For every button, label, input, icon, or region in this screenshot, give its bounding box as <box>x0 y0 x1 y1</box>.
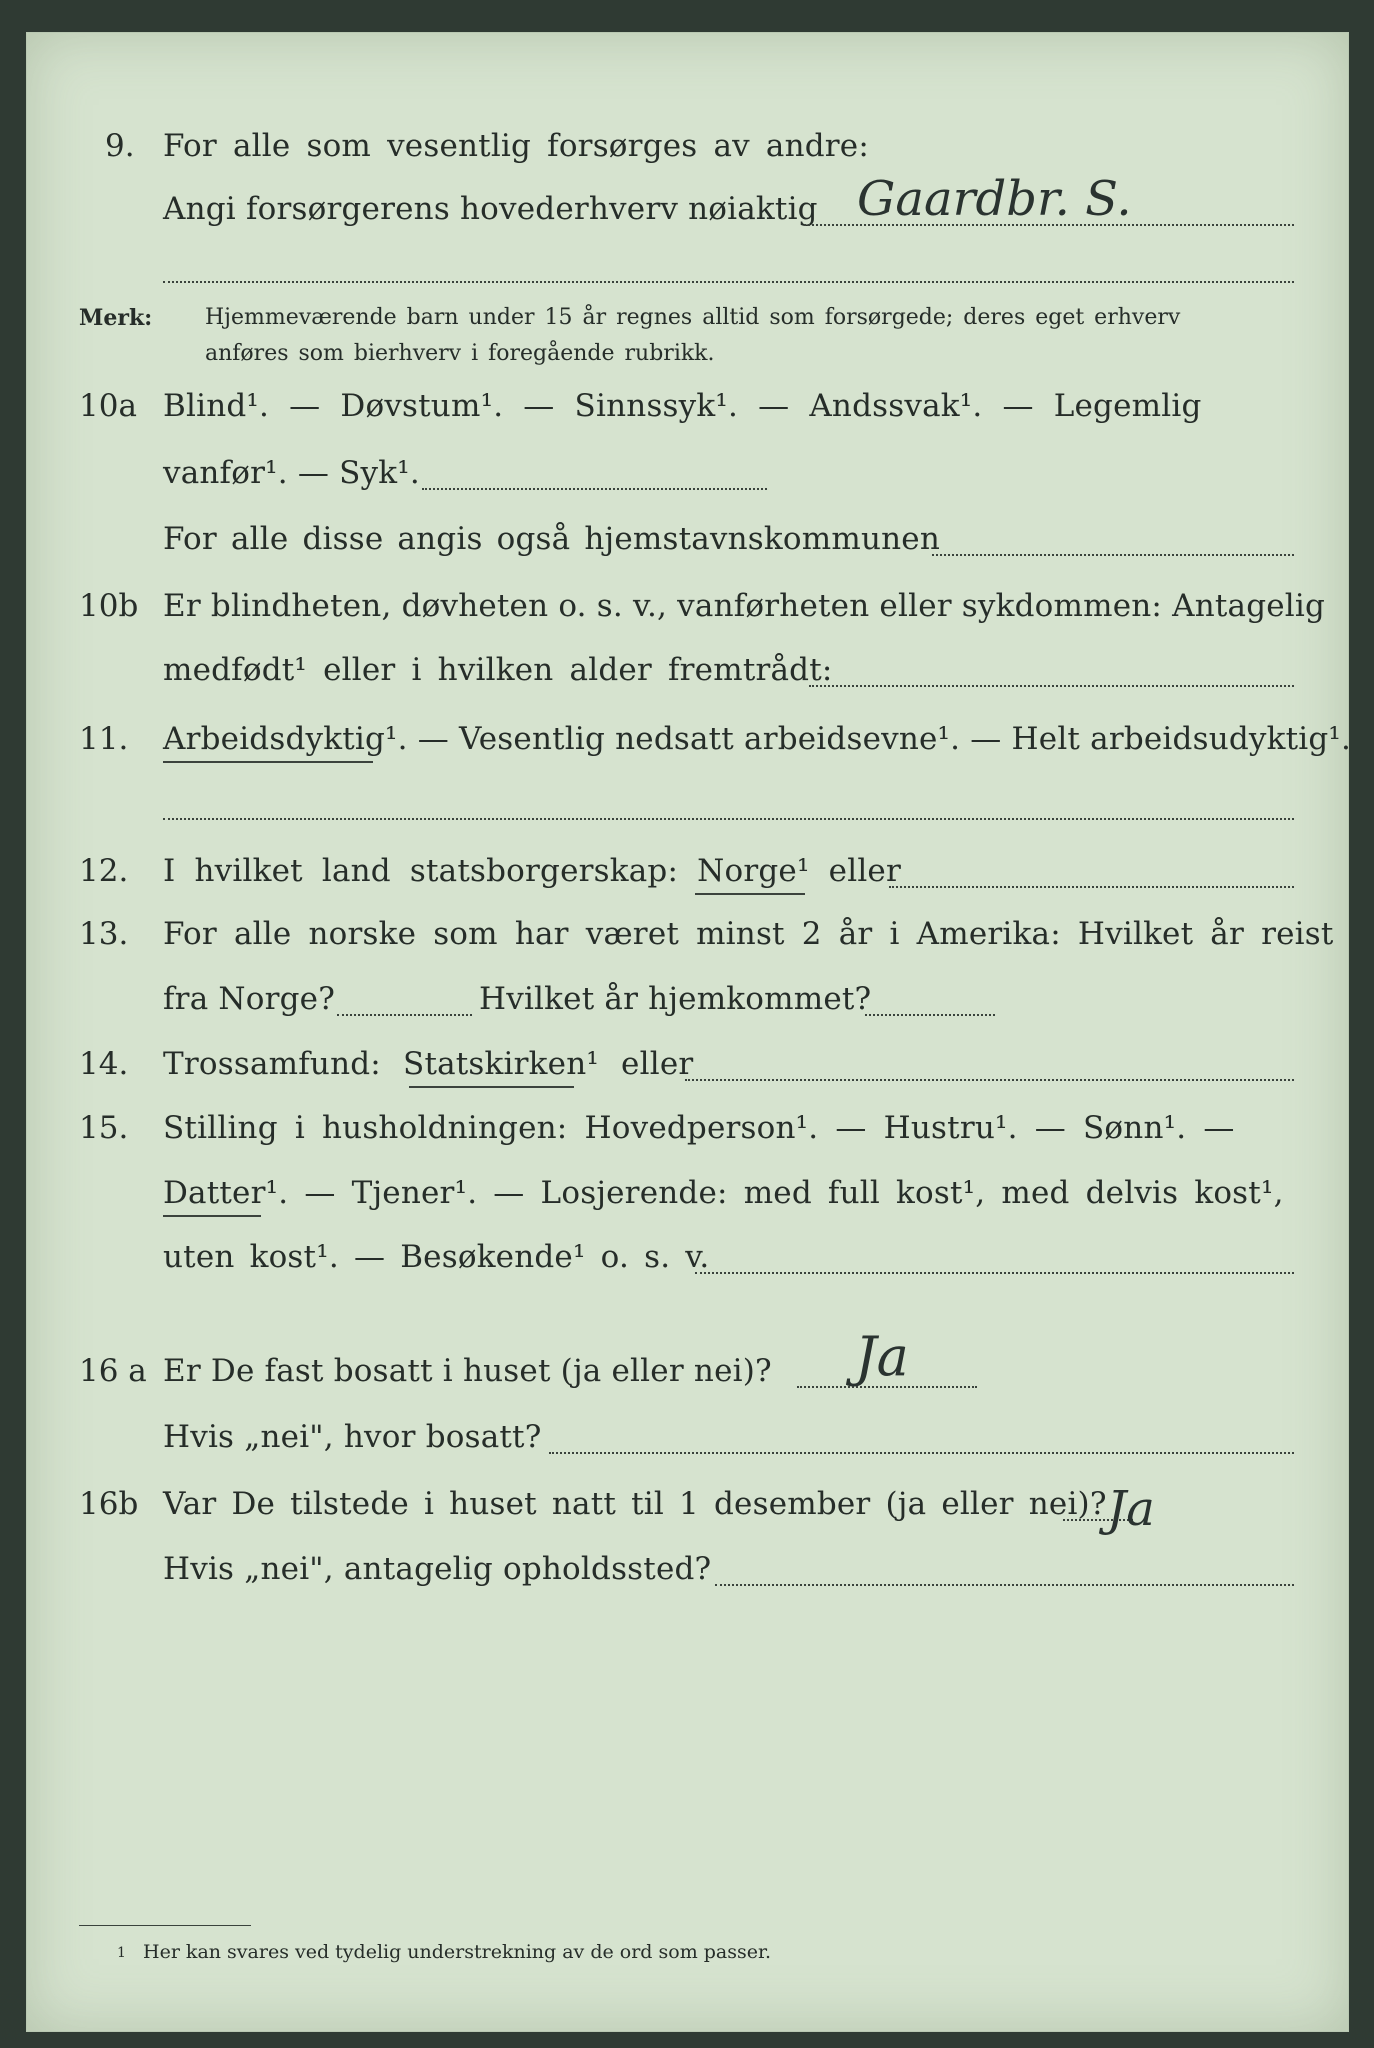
q11-line1: Arbeidsdyktig¹. — Vesentlig nedsatt arbeidsevne¹. — Helt arbeidsudyktig¹. <box>163 721 1352 757</box>
q10b-answer-line <box>809 685 1294 687</box>
q9-handwritten-answer: Gaardbr. S. <box>857 171 1132 227</box>
q16a-line1: Er De fast bosatt i huset (ja eller nei)? <box>163 1353 772 1389</box>
q10a-line3: For alle disse angis også hjemstavnskommunen <box>163 521 940 557</box>
q12-answer-line <box>889 886 1294 888</box>
merk-line1: Hjemmeværende barn under 15 år regnes alltid som forsørgede; deres eget erhverv <box>205 305 1181 330</box>
q10a-number: 10a <box>79 388 137 424</box>
q10b-line1: Er blindheten, døvheten o. s. v., vanførheten eller sykdommen: Antagelig <box>163 588 1326 624</box>
q15-line3: uten kost¹. — Besøkende¹ o. s. v. <box>163 1239 710 1275</box>
q10a-sick-line <box>422 488 767 490</box>
q16b-number: 16b <box>79 1486 139 1522</box>
footnote-text: Her kan svares ved tydelig understrekning av de ord som passer. <box>143 1941 772 1963</box>
q16b-handwritten-answer: Ja <box>1107 1481 1155 1537</box>
q13-line2a: fra Norge? <box>163 981 336 1017</box>
q15-line2: Datter¹. — Tjener¹. — Losjerende: med full kost¹, med delvis kost¹, <box>163 1175 1284 1211</box>
q13-line1: For alle norske som har været minst 2 år i Amerika: Hvilket år reist <box>163 916 1334 952</box>
q15-line1: Stilling i husholdningen: Hovedperson¹. — Hustru¹. — Sønn¹. — <box>163 1110 1235 1146</box>
q16b-line2: Hvis „nei", antagelig opholdssted? <box>163 1551 712 1587</box>
footnote-rule <box>79 1925 251 1926</box>
q10a-municipality-line <box>932 554 1294 556</box>
q14-line1: Trossamfund: Statskirken¹ eller <box>163 1046 694 1082</box>
q9-line1: For alle som vesentlig forsørges av andre: <box>163 128 869 164</box>
q12-line1: I hvilket land statsborgerskap: Norge¹ eller <box>163 853 901 889</box>
q16b-line1: Var De tilstede i huset natt til 1 desember (ja eller nei)? <box>163 1486 1107 1522</box>
q13-line2b: Hvilket år hjemkommet? <box>479 981 872 1017</box>
q14-underline-statskirken <box>409 1086 574 1088</box>
q14-answer-line <box>685 1079 1294 1081</box>
q16a-residence-line <box>549 1452 1294 1454</box>
q11-answer-line <box>163 818 1294 820</box>
q15-answer-line <box>695 1272 1294 1274</box>
q10b-line2: medfødt¹ eller i hvilken alder fremtrådt: <box>163 652 833 688</box>
q13-departure-line <box>337 1014 472 1016</box>
q16a-handwritten-answer: Ja <box>855 1325 909 1388</box>
q12-number: 12. <box>79 853 129 889</box>
q12-underline-norge <box>695 893 805 895</box>
q11-number: 11. <box>79 721 129 757</box>
merk-label: Merk: <box>79 305 153 331</box>
q15-underline-datter <box>163 1215 261 1217</box>
q10a-line1: Blind¹. — Døvstum¹. — Sinnssyk¹. — Andssvak¹. — Legemlig <box>163 388 1202 424</box>
q9-extra-line <box>163 281 1294 283</box>
q15-number: 15. <box>79 1110 129 1146</box>
footnote-mark: 1 <box>117 1945 126 1961</box>
q14-number: 14. <box>79 1046 129 1082</box>
q16a-line2: Hvis „nei", hvor bosatt? <box>163 1419 542 1455</box>
q16a-number: 16 a <box>79 1353 147 1389</box>
q11-underline-arbeidsdyktig <box>163 761 373 763</box>
q13-return-line <box>865 1014 995 1016</box>
q10a-line2: vanfør¹. — Syk¹. <box>163 455 420 491</box>
census-form-page <box>26 32 1352 2032</box>
q16b-whereabouts-line <box>715 1584 1294 1586</box>
q13-number: 13. <box>79 916 129 952</box>
q9-number: 9. <box>105 128 135 164</box>
q9-line2: Angi forsørgerens hovederhverv nøiaktig <box>163 191 818 227</box>
merk-line2: anføres som bierhverv i foregående rubrikk. <box>205 341 715 366</box>
q10b-number: 10b <box>79 588 139 624</box>
